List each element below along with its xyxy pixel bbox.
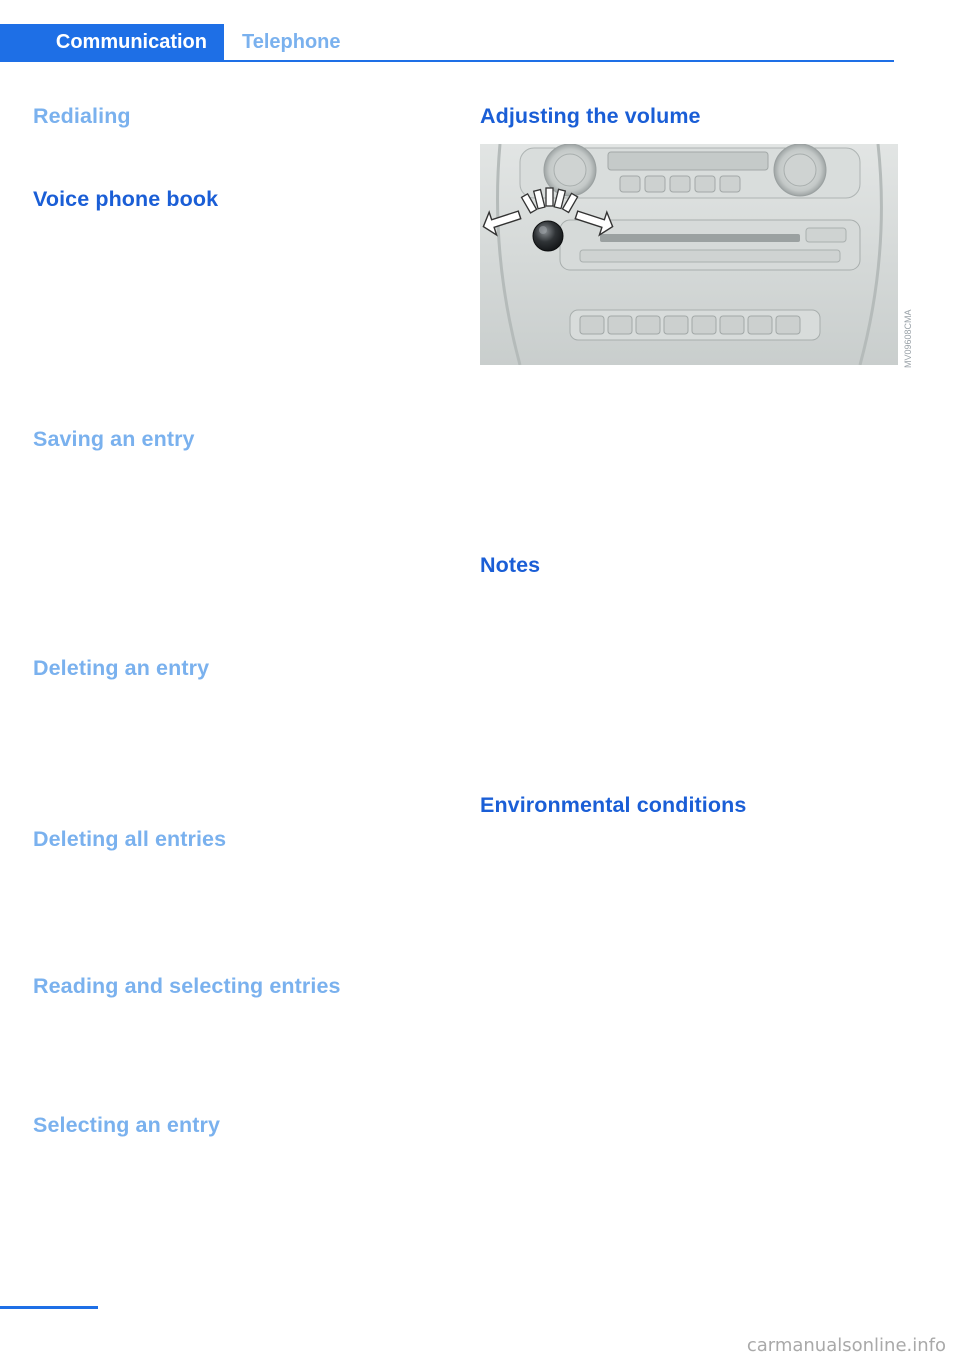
page-header: [0, 0, 894, 62]
heading-deleting-all-entries: Deleting all entries: [33, 827, 227, 851]
heading-saving-an-entry: Saving an entry: [33, 427, 195, 451]
heading-adjusting-the-volume: Adjusting the volume: [480, 104, 701, 128]
heading-redialing: Redialing: [33, 104, 131, 128]
tab-communication-label: Communication: [55, 31, 207, 53]
heading-notes: Notes: [480, 553, 541, 577]
footer-divider: [0, 1306, 98, 1309]
heading-voice-phone-book: Voice phone book: [33, 187, 219, 211]
header-divider: [0, 60, 894, 62]
heading-selecting-an-entry: Selecting an entry: [33, 1113, 220, 1137]
heading-reading-and-selecting-entries: Reading and selecting entries: [33, 974, 341, 998]
volume-knob-photo-icon: [480, 144, 898, 365]
heading-deleting-an-entry: Deleting an entry: [33, 656, 210, 680]
tab-telephone-label: Telephone: [242, 31, 341, 53]
tab-communication[interactable]: [0, 24, 224, 61]
volume-knob-figure: [480, 144, 898, 365]
watermark: carmanualsonline.info: [746, 1335, 946, 1356]
tab-telephone[interactable]: [242, 24, 341, 61]
figure-code: MV09608CMA: [903, 309, 913, 368]
heading-environmental-conditions: Environmental conditions: [480, 793, 747, 817]
